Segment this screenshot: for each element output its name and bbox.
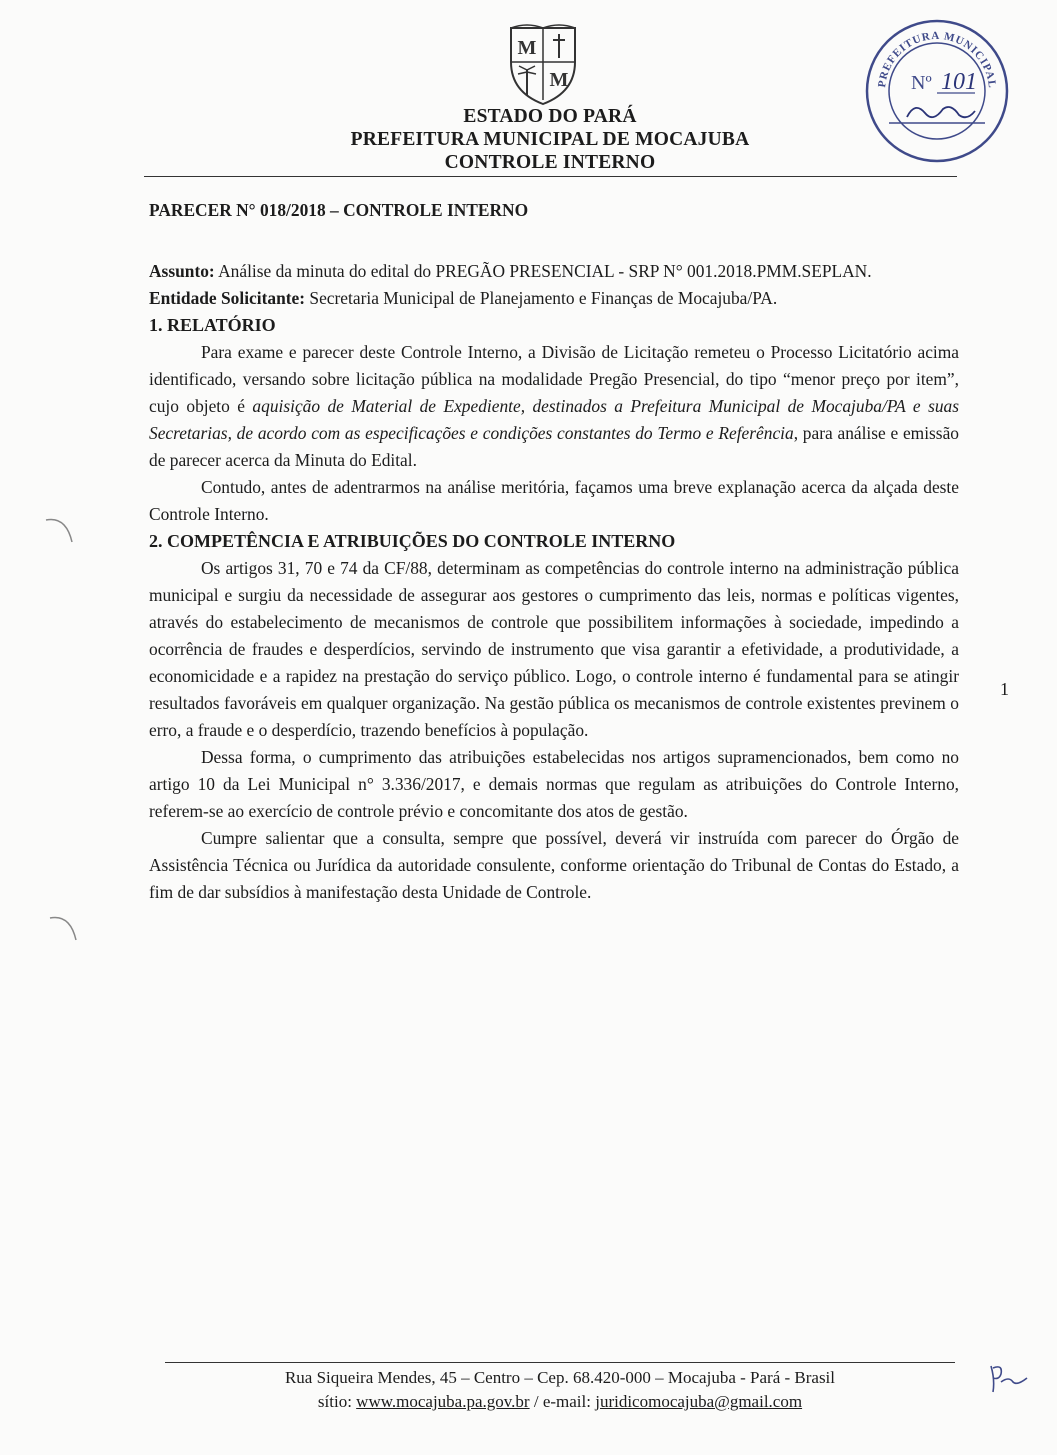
document-title: PARECER N° 018/2018 – CONTROLE INTERNO xyxy=(149,200,529,220)
footer-contact xyxy=(165,1390,955,1414)
prefecture-name: PREFEITURA MUNICIPAL DE MOCAJUBA xyxy=(350,129,750,150)
section-heading-relatorio: 1. RELATÓRIO xyxy=(149,315,276,335)
paragraph-relatorio-2: Contudo, antes de adentrarmos na análise meritória, façamos uma breve explanação acerca da alçada deste Controle Interno. xyxy=(149,477,959,524)
requester-line xyxy=(149,285,959,312)
section-heading-competencia: 2. COMPETÊNCIA E ATRIBUIÇÕES DO CONTROLE INTERNO xyxy=(149,531,676,551)
stamp-signature-icon xyxy=(907,107,975,117)
email-label: / e-mail: xyxy=(533,1392,591,1411)
municipal-crest-icon xyxy=(507,22,579,106)
paragraph-text: , para análise e emissão de parecer acerca da Minuta do Edital. xyxy=(149,423,959,470)
crest-letter-bottom: M xyxy=(549,69,569,91)
initials-signature-icon xyxy=(985,1358,1033,1398)
page-footer xyxy=(165,1366,955,1414)
paragraph-relatorio-1 xyxy=(149,339,959,474)
paragraph-competencia-2: Dessa forma, o cumprimento das atribuições estabelecidas nos artigos supramencionados, bem como no artigo 10 da Lei Municipal n° 3.336/2017, e demais normas que regulam as atribuições do Controle Interno, referem-se ao exercício de controle prévio e concomitante dos atos de gestão. xyxy=(149,747,959,821)
stamp-ring-text: PREFEITURA MUNICIPAL xyxy=(876,29,999,89)
paragraph-text: Para exame e parecer deste Controle Interno, a Divisão de Licitação remeteu o Processo Licitatório acima identificado, versando sobre licitação pública na modalidade Pregão Presencial, do tipo “menor preço por item”, cujo objeto é xyxy=(149,342,959,416)
margin-mark-icon xyxy=(44,514,76,554)
stamp-number: 101 xyxy=(941,69,977,95)
footer-divider xyxy=(165,1362,955,1363)
stamp-number-label: Nº xyxy=(911,72,932,94)
site-label: sítio: xyxy=(317,1392,352,1411)
footer-address: Rua Siqueira Mendes, 45 – Centro – Cep. 68.420-000 – Mocajuba - Pará - Brasil xyxy=(284,1368,836,1387)
department-name: CONTROLE INTERNO xyxy=(444,152,656,173)
subject-line xyxy=(149,258,959,285)
header-divider xyxy=(144,176,957,177)
site-link[interactable]: www.mocajuba.pa.gov.br xyxy=(356,1392,530,1411)
paragraph-competencia-1: Os artigos 31, 70 e 74 da CF/88, determinam as competências do controle interno na administração pública municipal e surgiu da necessidade de assegurar aos gestores o cumprimento das leis, normas e políticas vigentes, através do estabelecimento de mecanismos de controle que possibilitem informações à sociedade, impedindo a ocorrência de fraudes e desperdícios, servindo de instrumento que visa garantir a efetividade, a produtividade, a economicidade e a rapidez na prestação do serviço público. Logo, o controle interno é fundamental para se atingir resultados favoráveis em qualquer organização. Na gestão pública os mecanismos de controle existentes previnem o erro, a fraude e o desperdício, trazendo benefícios à população. xyxy=(149,558,959,740)
requester-label: Entidade Solicitante: xyxy=(149,288,306,308)
state-name: ESTADO DO PARÁ xyxy=(463,106,637,127)
subject-label: Assunto: xyxy=(149,261,215,281)
paragraph-competencia-3: Cumpre salientar que a consulta, sempre que possível, deverá vir instruída com parecer do Órgão de Assistência Técnica ou Jurídica da autoridade consulente, conforme orientação do Tribunal de Contas do Estado, a fim de dar subsídios à manifestação desta Unidade de Controle. xyxy=(149,828,959,902)
paragraph-italic-text: aquisição de Material de Expediente, destinados a Prefeitura Municipal de Mocajuba/PA e suas Secretarias, de acordo com as especificações e condições constantes do Termo e Referência xyxy=(149,396,959,443)
subject-text: Análise da minuta do edital do PREGÃO PRESENCIAL - SRP N° 001.2018.PMM.SEPLAN. xyxy=(218,261,872,281)
requester-text: Secretaria Municipal de Planejamento e Finanças de Mocajuba/PA. xyxy=(309,288,778,308)
document-meta xyxy=(149,258,959,312)
crest-letter-top: M xyxy=(517,37,537,59)
document-body xyxy=(149,197,959,906)
email-link[interactable]: juridicomocajuba@gmail.com xyxy=(595,1392,803,1411)
margin-mark-icon xyxy=(48,912,80,952)
page-number: 1 xyxy=(1000,679,1009,699)
protocol-stamp xyxy=(863,17,1011,165)
